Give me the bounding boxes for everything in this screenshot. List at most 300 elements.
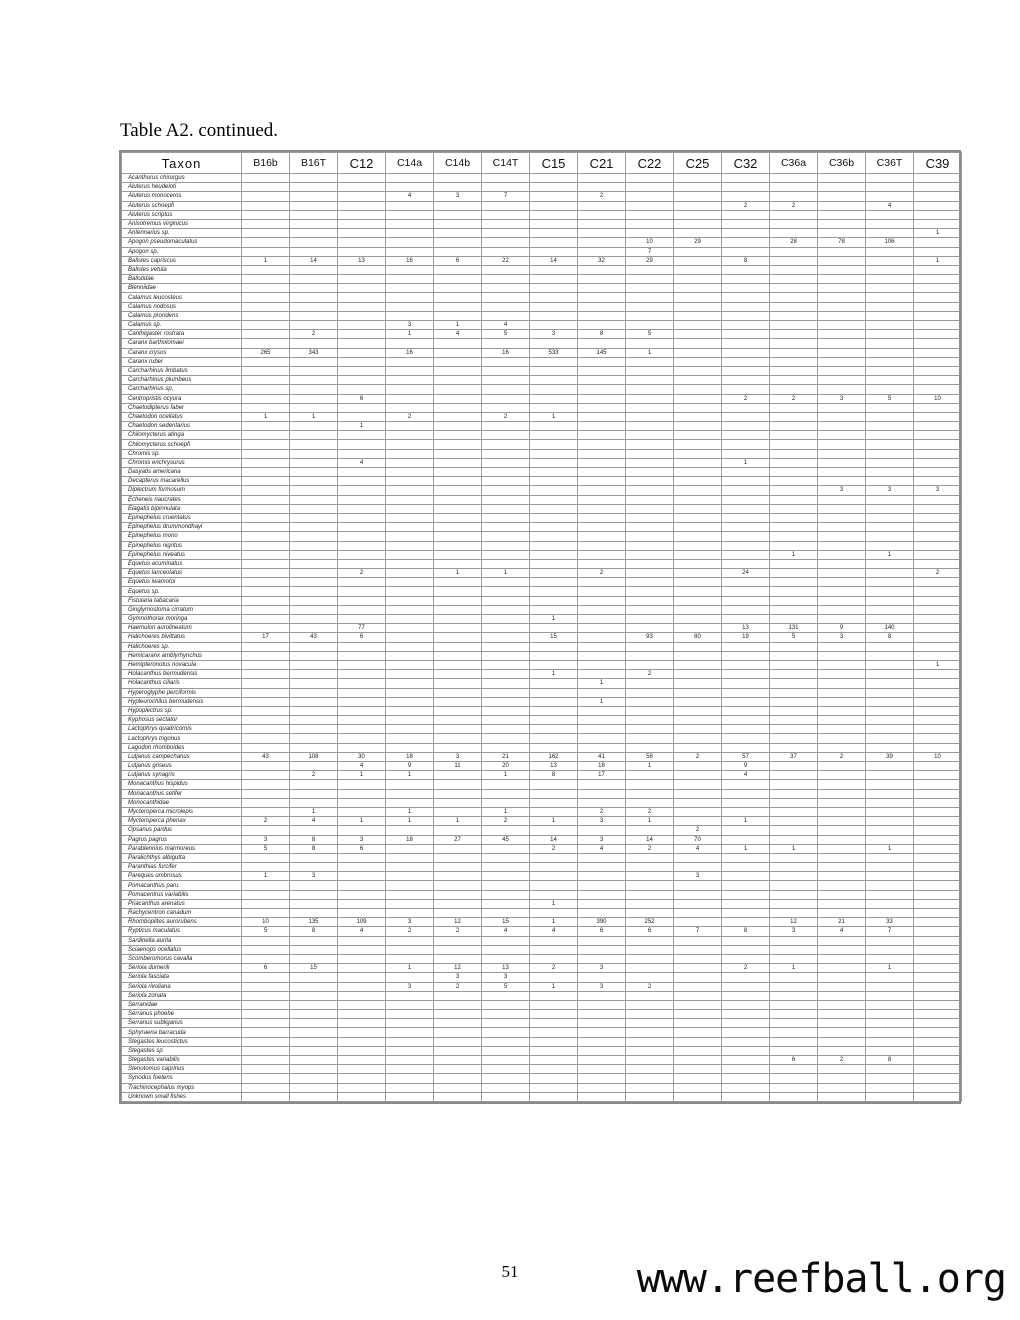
count-cell: 1	[338, 422, 386, 431]
taxon-cell: Apogon sp.	[122, 247, 242, 256]
count-cell	[626, 936, 674, 945]
count-cell	[530, 1010, 578, 1019]
count-cell	[914, 201, 962, 210]
count-cell	[482, 1074, 530, 1083]
count-cell	[482, 660, 530, 669]
count-cell	[290, 1074, 338, 1083]
count-cell: 1	[386, 807, 434, 816]
count-cell	[434, 642, 482, 651]
count-cell	[530, 642, 578, 651]
page-number: 51	[501, 1262, 519, 1281]
count-cell: 29	[674, 238, 722, 247]
count-cell	[770, 440, 818, 449]
count-cell	[866, 275, 914, 284]
count-cell	[914, 973, 962, 982]
count-cell	[770, 431, 818, 440]
count-cell	[482, 954, 530, 963]
count-cell	[914, 449, 962, 458]
table-header-row	[122, 153, 962, 174]
count-cell	[626, 587, 674, 596]
count-cell	[818, 265, 866, 274]
count-cell	[482, 1028, 530, 1037]
count-cell: 1	[914, 660, 962, 669]
count-cell	[722, 1010, 770, 1019]
count-cell	[386, 376, 434, 385]
count-cell	[578, 302, 626, 311]
count-cell	[386, 973, 434, 982]
count-cell	[242, 890, 290, 899]
count-cell	[434, 578, 482, 587]
count-cell: 18	[386, 752, 434, 761]
count-cell	[578, 1065, 626, 1074]
count-cell	[242, 899, 290, 908]
taxon-cell: Epinephelus niveatus	[122, 550, 242, 559]
count-cell	[386, 201, 434, 210]
count-cell	[770, 1037, 818, 1046]
count-cell	[434, 780, 482, 789]
count-cell	[770, 449, 818, 458]
count-cell	[482, 440, 530, 449]
count-cell	[674, 468, 722, 477]
count-cell: 5	[242, 927, 290, 936]
count-cell	[290, 798, 338, 807]
count-cell	[722, 1074, 770, 1083]
count-cell	[242, 431, 290, 440]
count-cell	[674, 284, 722, 293]
count-cell	[242, 725, 290, 734]
count-cell	[290, 1065, 338, 1074]
count-cell	[722, 734, 770, 743]
count-cell	[434, 734, 482, 743]
count-cell	[722, 853, 770, 862]
count-cell	[578, 495, 626, 504]
count-cell	[818, 670, 866, 679]
count-cell	[530, 1000, 578, 1009]
count-cell	[386, 275, 434, 284]
count-cell	[722, 725, 770, 734]
count-cell	[578, 890, 626, 899]
count-cell	[242, 541, 290, 550]
count-cell	[530, 826, 578, 835]
count-cell	[242, 807, 290, 816]
count-cell	[722, 541, 770, 550]
count-cell	[722, 495, 770, 504]
count-cell	[914, 918, 962, 927]
count-cell	[578, 651, 626, 660]
count-cell	[434, 311, 482, 320]
count-cell	[242, 468, 290, 477]
count-cell: 1	[626, 817, 674, 826]
taxon-cell: Equetus lanceolatus	[122, 569, 242, 578]
count-cell	[434, 660, 482, 669]
count-cell	[338, 321, 386, 330]
count-cell: 2	[626, 670, 674, 679]
count-cell	[770, 468, 818, 477]
count-cell	[722, 247, 770, 256]
count-cell: 10	[242, 918, 290, 927]
count-cell	[530, 909, 578, 918]
count-cell	[626, 1010, 674, 1019]
count-cell	[578, 174, 626, 183]
count-cell: 1	[338, 771, 386, 780]
count-cell	[482, 743, 530, 752]
count-cell	[434, 504, 482, 513]
count-cell: 3	[482, 973, 530, 982]
count-cell	[722, 376, 770, 385]
count-cell	[626, 596, 674, 605]
taxon-cell: Chaetodon ocellatus	[122, 412, 242, 421]
count-cell	[770, 293, 818, 302]
count-cell	[674, 1056, 722, 1065]
count-cell	[434, 513, 482, 522]
count-cell: 9	[818, 624, 866, 633]
count-cell	[866, 762, 914, 771]
count-cell	[722, 660, 770, 669]
count-cell	[674, 321, 722, 330]
count-cell: 1	[770, 844, 818, 853]
count-cell	[818, 348, 866, 357]
count-cell	[290, 1037, 338, 1046]
count-cell	[818, 1065, 866, 1074]
count-cell: 7	[482, 192, 530, 201]
taxon-cell: Fistularia tabacaria	[122, 596, 242, 605]
count-cell	[530, 872, 578, 881]
count-cell	[722, 440, 770, 449]
count-cell	[290, 1000, 338, 1009]
taxon-cell: Carcharhinus sp.	[122, 385, 242, 394]
count-cell	[914, 339, 962, 348]
count-cell	[338, 403, 386, 412]
count-cell	[338, 440, 386, 449]
taxon-cell: Epinephelus nigritus	[122, 541, 242, 550]
count-cell	[242, 789, 290, 798]
table-row	[122, 670, 962, 679]
count-cell	[530, 477, 578, 486]
count-cell	[722, 339, 770, 348]
count-cell: 2	[482, 412, 530, 421]
taxon-cell: Carcharhinus plumbeus	[122, 376, 242, 385]
count-cell	[674, 918, 722, 927]
count-cell	[770, 513, 818, 522]
count-cell	[578, 440, 626, 449]
count-cell	[482, 541, 530, 550]
count-cell	[674, 440, 722, 449]
count-cell	[674, 339, 722, 348]
taxon-cell: Monocanthidae	[122, 798, 242, 807]
count-cell	[482, 495, 530, 504]
count-cell	[818, 909, 866, 918]
count-cell	[914, 615, 962, 624]
count-cell	[770, 771, 818, 780]
count-cell	[482, 284, 530, 293]
table-row	[122, 458, 962, 467]
count-cell	[866, 293, 914, 302]
count-cell	[242, 311, 290, 320]
count-cell: 8	[722, 256, 770, 265]
count-cell	[290, 293, 338, 302]
count-cell	[722, 835, 770, 844]
count-cell	[386, 899, 434, 908]
table-row	[122, 513, 962, 522]
count-cell	[530, 440, 578, 449]
taxon-cell: Epinephelus morio	[122, 532, 242, 541]
count-cell: 2	[818, 752, 866, 761]
table-row	[122, 679, 962, 688]
count-cell	[818, 201, 866, 210]
taxon-cell: Rachycentron canadum	[122, 909, 242, 918]
count-cell	[578, 633, 626, 642]
table-row	[122, 1056, 962, 1065]
count-cell	[866, 596, 914, 605]
table-row	[122, 541, 962, 550]
column-header-c25: C25	[674, 153, 722, 174]
count-cell	[338, 679, 386, 688]
count-cell	[626, 743, 674, 752]
count-cell: 15	[290, 964, 338, 973]
count-cell	[338, 311, 386, 320]
count-cell	[866, 587, 914, 596]
count-cell	[914, 863, 962, 872]
count-cell	[530, 716, 578, 725]
count-cell	[290, 238, 338, 247]
count-cell	[674, 789, 722, 798]
count-cell	[674, 716, 722, 725]
count-cell	[578, 412, 626, 421]
count-cell	[578, 587, 626, 596]
count-cell	[386, 302, 434, 311]
taxon-cell: Pareques umbrosus	[122, 872, 242, 881]
count-cell	[626, 605, 674, 614]
count-cell: 43	[290, 633, 338, 642]
count-cell	[386, 477, 434, 486]
count-cell	[386, 238, 434, 247]
count-cell	[386, 183, 434, 192]
count-cell	[242, 458, 290, 467]
count-cell	[914, 798, 962, 807]
count-cell	[338, 651, 386, 660]
count-cell	[338, 743, 386, 752]
count-cell	[482, 302, 530, 311]
count-cell	[578, 339, 626, 348]
taxon-cell: Seriola zonata	[122, 991, 242, 1000]
count-cell	[770, 229, 818, 238]
count-cell	[578, 1046, 626, 1055]
count-cell	[530, 1056, 578, 1065]
count-cell	[578, 881, 626, 890]
count-cell	[578, 1028, 626, 1037]
count-cell	[482, 403, 530, 412]
count-cell	[434, 357, 482, 366]
table-row	[122, 1092, 962, 1101]
count-cell	[626, 192, 674, 201]
count-cell	[626, 780, 674, 789]
count-cell: 17	[242, 633, 290, 642]
count-cell	[770, 835, 818, 844]
count-cell	[578, 311, 626, 320]
count-cell	[386, 697, 434, 706]
count-cell	[242, 1010, 290, 1019]
count-cell	[482, 201, 530, 210]
count-cell: 32	[578, 256, 626, 265]
count-cell	[722, 872, 770, 881]
count-cell	[674, 807, 722, 816]
count-cell	[530, 697, 578, 706]
count-cell	[338, 1037, 386, 1046]
count-cell	[482, 605, 530, 614]
count-cell	[338, 1056, 386, 1065]
count-cell: 3	[578, 817, 626, 826]
count-cell	[626, 431, 674, 440]
count-cell	[338, 605, 386, 614]
count-cell	[914, 881, 962, 890]
count-cell	[338, 964, 386, 973]
count-cell	[242, 321, 290, 330]
count-cell	[674, 679, 722, 688]
count-cell	[914, 1028, 962, 1037]
count-cell	[338, 385, 386, 394]
count-cell	[770, 486, 818, 495]
count-cell	[722, 238, 770, 247]
count-cell	[914, 321, 962, 330]
taxon-cell: Chaetodipterus faber	[122, 403, 242, 412]
count-cell	[386, 780, 434, 789]
count-cell	[386, 991, 434, 1000]
count-cell	[722, 605, 770, 614]
count-cell	[338, 660, 386, 669]
count-cell	[242, 440, 290, 449]
count-cell	[290, 449, 338, 458]
table-row	[122, 550, 962, 559]
column-header-c36a: C36a	[770, 153, 818, 174]
taxon-cell: Calamus nodosus	[122, 302, 242, 311]
count-cell	[722, 477, 770, 486]
count-cell	[434, 807, 482, 816]
count-cell	[434, 1000, 482, 1009]
count-cell	[434, 615, 482, 624]
count-cell	[674, 909, 722, 918]
table-row	[122, 899, 962, 908]
count-cell	[242, 394, 290, 403]
count-cell	[914, 174, 962, 183]
count-cell: 3	[818, 486, 866, 495]
count-cell	[818, 275, 866, 284]
count-cell	[242, 945, 290, 954]
count-cell	[674, 256, 722, 265]
count-cell	[386, 284, 434, 293]
count-cell: 1	[482, 807, 530, 816]
taxon-cell: Echeneis naucrates	[122, 495, 242, 504]
count-cell	[674, 881, 722, 890]
taxon-cell: Apogon pseudomaculatus	[122, 238, 242, 247]
count-cell	[530, 973, 578, 982]
count-cell	[290, 201, 338, 210]
taxon-cell: Serranus phoebe	[122, 1010, 242, 1019]
count-cell	[770, 881, 818, 890]
count-cell	[242, 302, 290, 311]
count-cell	[290, 431, 338, 440]
column-header-c14b: C14b	[434, 153, 482, 174]
count-cell	[626, 321, 674, 330]
count-cell	[242, 247, 290, 256]
count-cell	[386, 513, 434, 522]
count-cell	[866, 890, 914, 899]
count-cell	[578, 532, 626, 541]
count-cell	[578, 596, 626, 605]
count-cell	[914, 936, 962, 945]
count-cell: 1	[530, 615, 578, 624]
count-cell	[434, 936, 482, 945]
count-cell	[338, 954, 386, 963]
count-cell	[242, 826, 290, 835]
table-row	[122, 256, 962, 265]
count-cell	[818, 890, 866, 899]
table-row	[122, 532, 962, 541]
count-cell	[818, 596, 866, 605]
count-cell	[914, 477, 962, 486]
count-cell	[242, 357, 290, 366]
count-cell: 8	[722, 927, 770, 936]
count-cell	[434, 174, 482, 183]
count-cell	[626, 458, 674, 467]
count-cell	[818, 559, 866, 568]
count-cell	[290, 1046, 338, 1055]
count-cell	[626, 1056, 674, 1065]
table-row	[122, 688, 962, 697]
count-cell	[866, 174, 914, 183]
count-cell	[914, 366, 962, 375]
count-cell	[338, 238, 386, 247]
count-cell: 1	[386, 771, 434, 780]
count-cell	[290, 513, 338, 522]
count-cell	[674, 1083, 722, 1092]
count-cell	[818, 366, 866, 375]
count-cell	[386, 1065, 434, 1074]
count-cell	[290, 440, 338, 449]
count-cell	[626, 339, 674, 348]
count-cell	[386, 587, 434, 596]
count-cell	[818, 844, 866, 853]
count-cell	[386, 633, 434, 642]
count-cell	[482, 311, 530, 320]
count-cell	[818, 734, 866, 743]
count-cell	[242, 1074, 290, 1083]
count-cell	[242, 449, 290, 458]
table-row	[122, 1010, 962, 1019]
table-row	[122, 275, 962, 284]
count-cell: 1	[722, 844, 770, 853]
table-row	[122, 789, 962, 798]
count-cell: 1	[722, 817, 770, 826]
count-cell	[578, 1083, 626, 1092]
count-cell	[626, 201, 674, 210]
count-cell	[578, 458, 626, 467]
count-cell	[338, 486, 386, 495]
count-cell	[578, 716, 626, 725]
count-cell: 106	[866, 238, 914, 247]
taxon-cell: Rhomboplites aurorubens	[122, 918, 242, 927]
table-row	[122, 853, 962, 862]
count-cell	[722, 807, 770, 816]
count-cell	[914, 541, 962, 550]
count-cell	[722, 1000, 770, 1009]
count-cell	[626, 706, 674, 715]
count-cell	[290, 706, 338, 715]
count-cell	[914, 927, 962, 936]
count-cell	[818, 210, 866, 219]
count-cell	[770, 853, 818, 862]
count-cell	[770, 982, 818, 991]
taxon-cell: Hypoplectrus sp.	[122, 706, 242, 715]
